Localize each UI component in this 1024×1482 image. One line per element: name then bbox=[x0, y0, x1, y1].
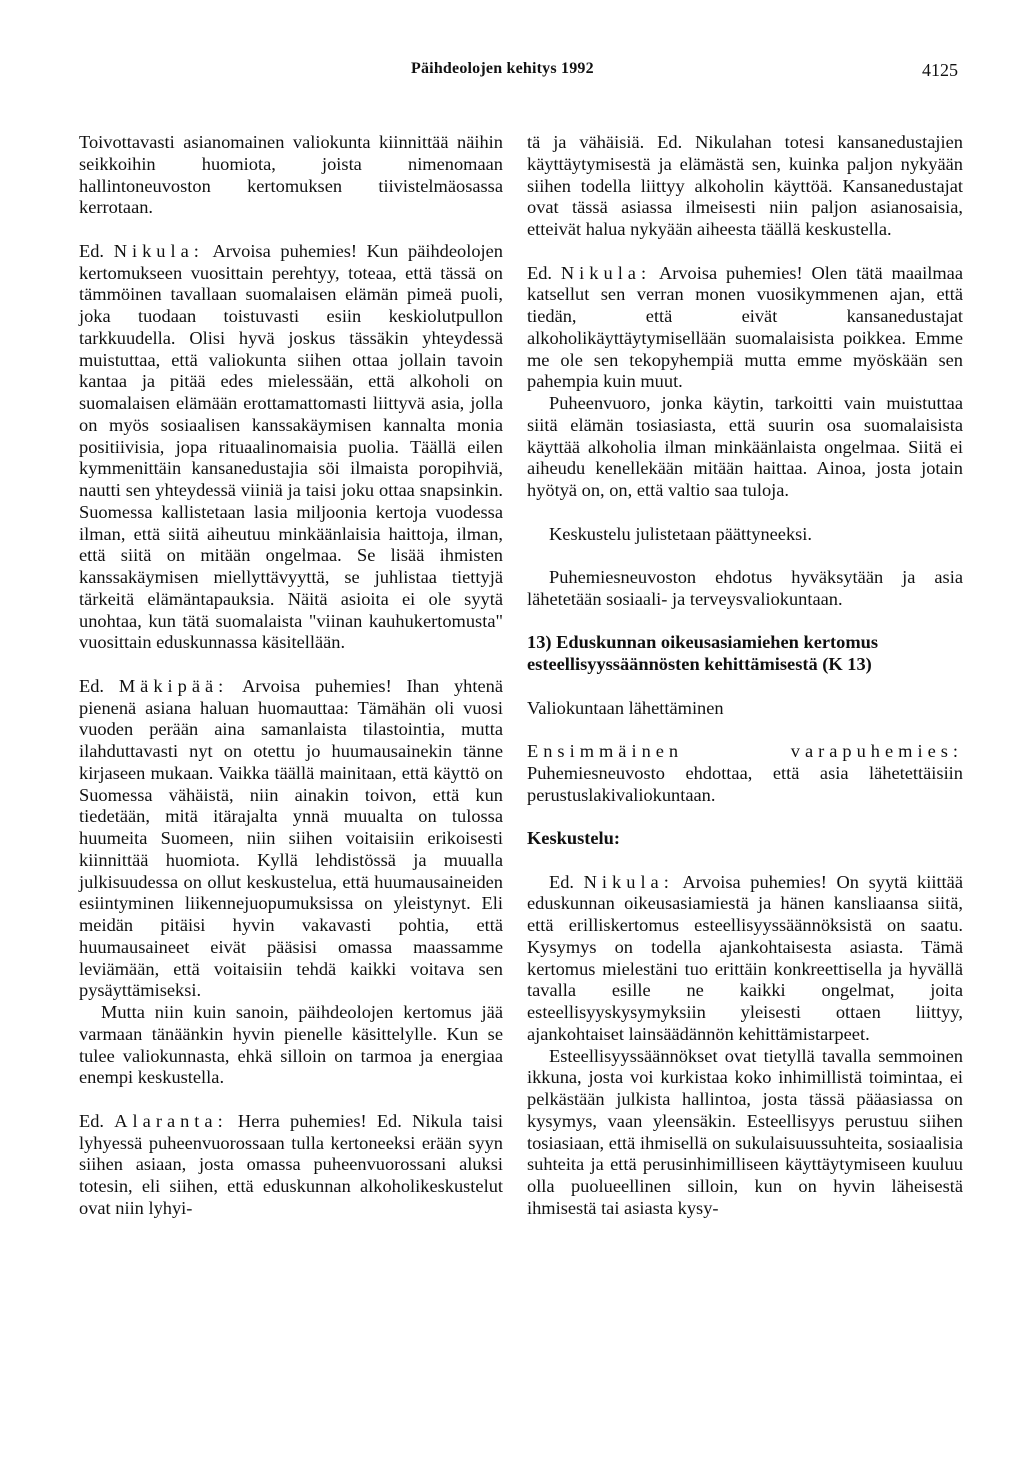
agenda-item-heading: 13) Eduskunnan oikeusasiamiehen kertomus esteellisyyssäännösten kehittämisestä (K 13) bbox=[527, 632, 879, 674]
speech-makipaa bbox=[79, 676, 503, 1002]
speaker-name: Ensimmäinen varapuhemies: bbox=[527, 741, 963, 761]
speaker-name: Nikula: bbox=[560, 262, 652, 283]
decision-statement: Puhemiesneuvoston ehdotus hyväksytään ja asia lähetetään sosiaali- ja terveysvaliokuntaan. bbox=[527, 567, 963, 609]
speech-alaranta bbox=[79, 1111, 503, 1220]
speech-text: Puhemiesneuvosto ehdottaa, että asia lähetettäisiin perustuslakivaliokuntaan. bbox=[527, 762, 963, 805]
paragraph: Esteellisyyssäännökset ovat tietyllä tavalla semmoinen ikkuna, josta voi kurkistaa koko inhimillistä toimintaa, ei pelkästään julkista hallintoa, josta tässä pääasiassa on kysymys, vaan yleensäkin. Esteellisyys perustuu siihen tosiasiaan, että ihmisellä on sukulaisuussuhteita, sosiaalisia suhteita ja että perusinhimilliseen käyttäytymiseen kuuluu olla puolueellinen silloin, kun on hyvin läheisestä ihmisestä tai asiasta kysy- bbox=[527, 1045, 963, 1218]
speech-vice-speaker bbox=[527, 741, 963, 806]
speech-text: Arvoisa puhemies! Kun päihdeolojen kertomukseen vuosittain perehtyy, toteaa, että tässä on tämmöinen tavallaan suomalaisen elämän pimeä puoli, joka tuodaan toistuvasti esiin keskiolutpullon tarkkuudella. Olisi hyvä joskus tässäkin yhteydessä muistuttaa, että valiokunta siihen ottaa jollain tavoin kantaa ja pitää edes mielessään, että alkoholi on suomalaisen elämään erottamattomasti liittyvä asia, jolla on myös sosiaalisen kanssakäymisen kannalta monia positiivisia, jopa rituaalinomaisia puolia. Täällä eilen kymmenittäin kansanedustajia söi ilmaista poropihviä, nautti sen yhteydessä viiniä ja taisi joku ottaa snapsinkin. Suomessa kallistetaan lasia miljoonia kertoja vuodessa ilman, että siitä aiheutuu minkäänlaisia haittoja, ilman, että siitä on mitään ongelmaa. Se lisää ihmisten kanssakäymisen miellyttävyyttä, se juhlistaa tiettyjä tärkeitä elämäntapauksia. Näitä asioita ei ole syytä unohtaa, kun tätä suomalaista "viinan kauhukertomusta" vuosittain eduskunnassa käsitellään. bbox=[79, 240, 503, 653]
speaker-name: Alaranta: bbox=[114, 1110, 228, 1131]
page-number: 4125 bbox=[922, 60, 958, 80]
discussion-label: Keskustelu: bbox=[527, 828, 620, 848]
left-column bbox=[79, 132, 503, 1220]
speaker-name: Nikula: bbox=[113, 240, 204, 261]
running-header bbox=[0, 60, 1024, 84]
speaker-prefix: Ed. bbox=[527, 262, 553, 283]
speaker-name: Nikula: bbox=[583, 871, 674, 892]
paragraph: Mutta niin kuin sanoin, päihdeolojen kertomus jää varmaan tänäänkin hyvin pienelle käsittelylle. Kun se tulee valiokunnasta, ehkä silloin on tarmoa ja energiaa enempi keskustella. bbox=[79, 1002, 503, 1088]
speech-nikula bbox=[527, 263, 963, 394]
right-column bbox=[527, 132, 963, 1220]
paragraph: tä ja vähäisiä. Ed. Nikulahan totesi kansanedustajien käyttäytymisestä ja elämästä sen, kuinka paljon nykyään siihen todella liittyy alkoholin käyttöä. Kansanedustajat ovat tässä asiassa ilmeisesti niin paljon asianosaisia, etteivät halua nykyään aiheesta täällä keskustella. bbox=[527, 132, 963, 239]
speaker-prefix: Ed. bbox=[79, 675, 105, 696]
speech-text: Arvoisa puhemies! Ihan yhtenä pienenä asiana haluan huomauttaa: Tämähän oli vuosi vuoden perään aina samanlaista tilastointia, mutta ilahduttavasti nyt on otettu jo huumausainekin tänne kirjaseen mukaan. Vaikka täällä mainitaan, että käyttö on Suomessa vähäistä, niin ainakin toivon, että kun tiedetään, mitä itärajalta ynnä muualta on tulossa huumeita Suomeen, niin siihen voitaisiin erikoisesti kiinnittää huomiota. Kyllä lehdistössä ja muualla julkisuudessa on ollut keskustelua, että huumausaineiden esiintyminen liikennejuopumuksissa on yleistynyt. Eli meidän pitäisi hyvin vakavasti pohtia, että huumausaineet eivät pääsisi omassa maassamme leviämään, että voitaisiin tehdä kaikki voitava sen pysäyttämiseksi. bbox=[79, 675, 503, 1001]
speaker-prefix: Ed. bbox=[79, 1110, 105, 1131]
section-label: Valiokuntaan lähettäminen bbox=[527, 697, 724, 718]
speaker-prefix: Ed. bbox=[549, 871, 575, 892]
paragraph: Toivottavasti asianomainen valiokunta kiinnittää näihin seikkoihin huomiota, joista nimenomaan hallintoneuvoston kertomuksen tiivistelmäosassa kerrotaan. bbox=[79, 132, 503, 218]
speaker-prefix: Ed. bbox=[79, 240, 105, 261]
speech-nikula bbox=[527, 872, 963, 1046]
speech-text: Arvoisa puhemies! Olen tätä maailmaa katsellut sen verran monen vuosikymmenen ajan, että tiedän, että eivät kansanedustajat alkoholikäyttäytymisellään suomalaisista poikkea. Emme me ole sen tekopyhempiä mutta emme myöskään sen pahempia kuin muut. bbox=[527, 262, 963, 392]
speech-text: Arvoisa puhemies! On syytä kiittää eduskunnan oikeusasiamiestä ja hänen kansliaansa siitä, että erilliskertomus esteellisyyssäännöksistä on saatu. Kysymys on todella ajankohtaisesta asiasta. Tämä kertomus mielestäni tuo erittäin konkreettisella ja hyvällä tavalla esille ne kaikki ongelmat, joita esteellisyyskysymyksiin yleisesti ottaen liittyy, ajankohtaiset lainsäädännön kehittämistarpeet. bbox=[527, 871, 963, 1044]
running-title: Päihdeolojen kehitys 1992 bbox=[411, 60, 594, 77]
closing-statement: Keskustelu julistetaan päättyneeksi. bbox=[549, 523, 813, 544]
speaker-name: Mäkipää: bbox=[118, 675, 229, 696]
speech-text: Herra puhemies! Ed. Nikula taisi lyhyessä puheenvuorossaan tulla kertoneeksi erään syyn siihen asiaan, josta omassa puheenvuorossani aluksi totesin, eli siihen, että eduskunnan alkoholikeskustelut ovat niin lyhyi- bbox=[79, 1110, 503, 1218]
paragraph: Puheenvuoro, jonka käytin, tarkoitti vain muistuttaa siitä elämän tosiasiasta, että suurin osa suomalaisista käyttää alkoholia ilman minkäänlaista ongelmaa. Siitä ei aiheudu kenellekään mitään haittaa. Ainoa, josta jotain hyötyä on, on, että valtio saa tuloja. bbox=[527, 393, 963, 500]
speech-nikula bbox=[79, 241, 503, 654]
